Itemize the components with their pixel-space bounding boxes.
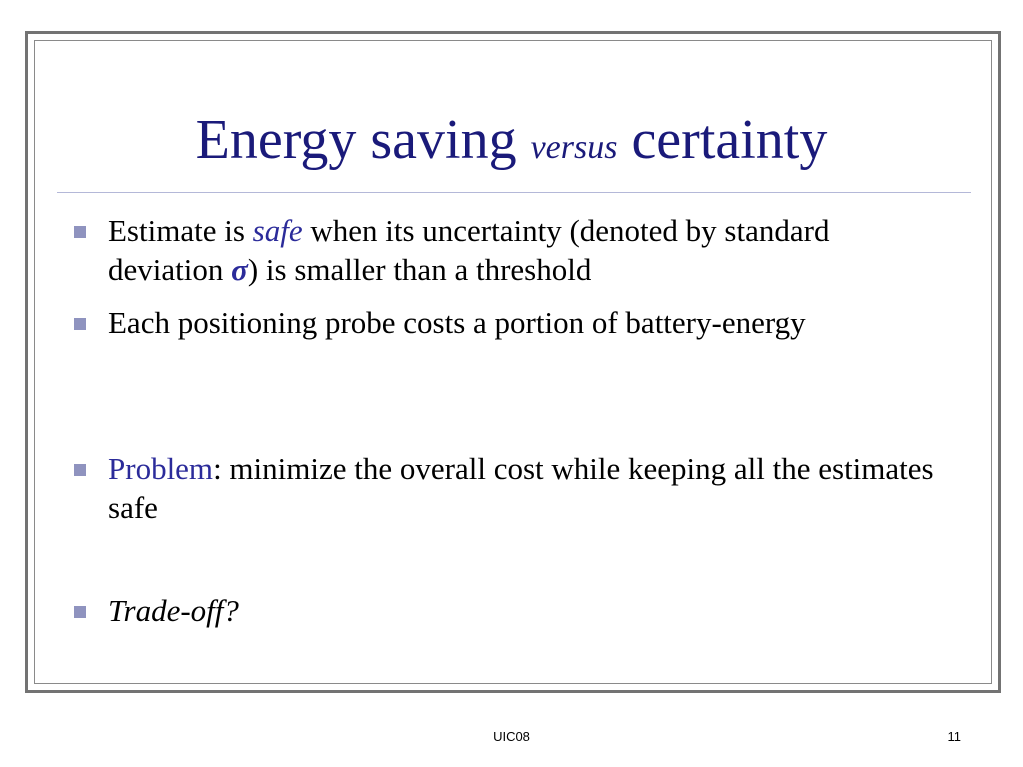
bullet-1-text-a: Estimate is (108, 213, 253, 248)
bullet-text-4 (108, 591, 938, 630)
bullet-text-3 (108, 449, 938, 527)
square-bullet-icon (74, 318, 86, 330)
title-part-2-italic: versus (530, 129, 618, 166)
bullet-1-text-b: when its uncertainty (denoted by standard deviation (108, 213, 830, 287)
bullet-text-2 (108, 303, 938, 342)
square-bullet-icon (74, 464, 86, 476)
bullet-1-sigma-symbol: σ (231, 252, 248, 287)
bullet-3-text: : minimize the overall cost while keeping all the estimates safe (108, 451, 934, 525)
bullet-4-text-trade-off: Trade-off? (108, 593, 239, 628)
bullet-1-text-c: ) is smaller than a threshold (247, 252, 592, 287)
bullet-text-1 (108, 211, 938, 289)
slide-title (0, 108, 1023, 180)
bullet-2-text: Each positioning probe costs a portion of battery-energy (108, 305, 806, 340)
title-part-3: certainty (617, 109, 828, 171)
square-bullet-icon (74, 606, 86, 618)
square-bullet-icon (74, 226, 86, 238)
bullet-1-emphasis-safe: safe (252, 213, 303, 248)
title-part-1: Energy saving (195, 109, 531, 171)
title-divider (57, 192, 971, 193)
bullet-3-keyword-problem: Problem (108, 451, 214, 486)
footer-label: UIC08 (493, 729, 530, 744)
slide-number: 11 (947, 729, 961, 744)
